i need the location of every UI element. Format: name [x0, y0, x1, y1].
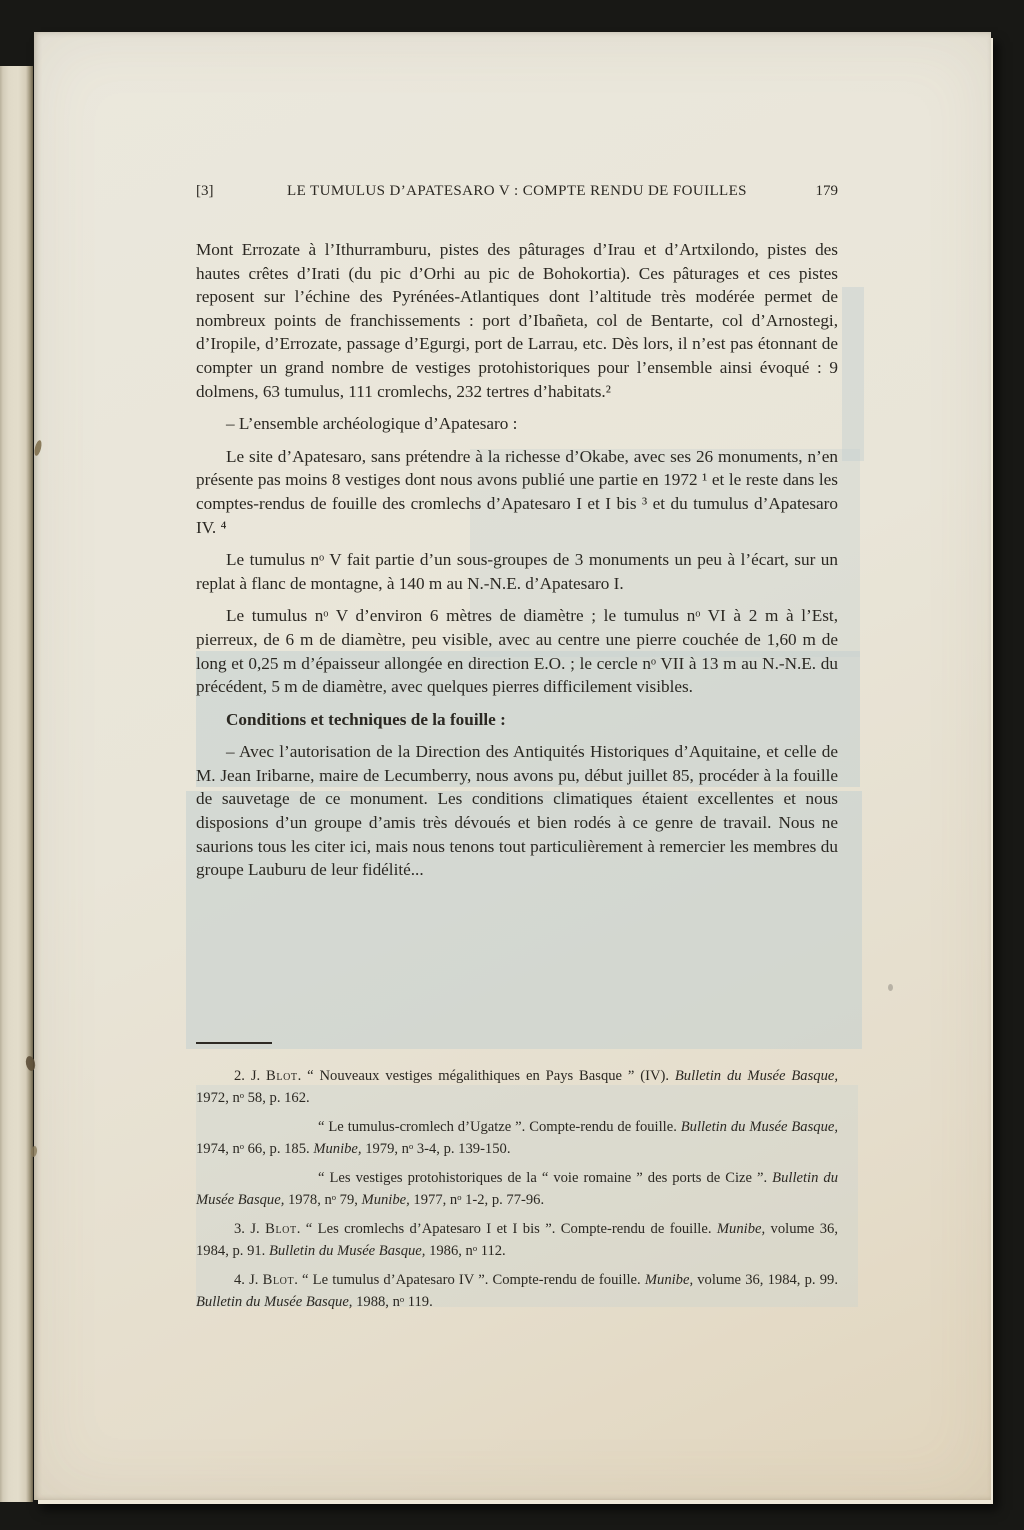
- section-heading: Conditions et techniques de la fouille :: [226, 709, 506, 729]
- footnote-text: “ Le tumulus-cromlech d’Ugatze ”. Compte-rendu de fouille.: [318, 1119, 681, 1135]
- ink-speckle: [888, 984, 893, 991]
- header-title: LE TUMULUS D’APATESARO V : COMPTE RENDU DE FOUILLES: [287, 183, 747, 199]
- footnote-text: 4. J.: [234, 1272, 263, 1288]
- footnote-text: 1972, nᵒ 58, p. 162.: [196, 1089, 310, 1106]
- journal-title: Bulletin du Musée Basque,: [196, 1293, 353, 1310]
- header-section-number: [3]: [196, 183, 214, 199]
- footnote-text: 1986, nᵒ 112.: [425, 1242, 506, 1259]
- footnote: [196, 1270, 838, 1313]
- footnote-text: 2. J.: [234, 1068, 267, 1084]
- journal-title: Munibe,: [644, 1272, 694, 1288]
- footnote-text: . “ Le tumulus d’Apatesaro IV ”. Compte-rendu de fouille.: [294, 1272, 645, 1288]
- footnote: [196, 1219, 838, 1262]
- paragraph: – Avec l’autorisation de la Direction des Antiquités Historiques d’Aquitaine, et celle de M. Jean Iribarne, maire de Lecumberry, nous avons pu, début juillet 85, procéder à la fouille de sauvetage de ce monument. Les conditions climatiques étaient excellentes et nous disposions d’un groupe d’amis très dévoués et bien rodés à ce genre de travail. Nous ne saurions tous les citer ici, mais nous tenons tout particulièrement à remercier les membres du groupe Lauburu de leur fidélité...: [196, 742, 838, 880]
- footnote-text: 1977, nᵒ 1-2, p. 77-96.: [409, 1191, 545, 1208]
- footnote-text: 1978, nᵒ 79,: [284, 1191, 362, 1208]
- author-name: Blot: [262, 1272, 295, 1288]
- book-page: [34, 32, 991, 1500]
- paragraph: Le site d’Apatesaro, sans prétendre à la richesse d’Okabe, avec ses 26 monuments, n’en présente pas moins 8 vestiges dont nous avons publié une partie en 1972 ¹ et le reste dans les comptes-rendus de fouille des cromlechs d’Apatesaro I et I bis ³ et du tumulus d’Apatesaro IV. ⁴: [196, 446, 838, 537]
- footnote-text: 1974, nᵒ 66, p. 185.: [196, 1140, 314, 1157]
- journal-title: Bulletin du Musée Basque,: [680, 1119, 838, 1135]
- footnote-text: volume 36, 1984, p. 91.: [196, 1221, 838, 1259]
- footnote-separator: [196, 1042, 272, 1044]
- footnote: [196, 1066, 838, 1109]
- footnote-text: “ Les vestiges protohistoriques de la “ voie romaine ” des ports de Cize ”.: [318, 1170, 773, 1186]
- footnote-text: 1988, nᵒ 119.: [352, 1293, 433, 1310]
- footnote: [196, 1117, 838, 1160]
- paragraph: – L’ensemble archéologique d’Apatesaro :: [226, 414, 518, 434]
- author-name: Blot: [265, 1221, 297, 1237]
- footnote-text: 1979, nᵒ 3-4, p. 139-150.: [361, 1140, 511, 1157]
- running-header: [196, 183, 838, 200]
- journal-title: Bulletin du Musée Basque,: [674, 1068, 838, 1084]
- paragraph: Le tumulus nᵒ V fait partie d’un sous-groupes de 3 monuments un peu à l’écart, sur un replat à flanc de montagne, à 140 m au N.-N.E. d’Apatesaro I.: [196, 550, 838, 593]
- footnote: [196, 1168, 838, 1211]
- journal-title: Bulletin du Musée Basque,: [196, 1170, 838, 1208]
- paragraph: Mont Errozate à l’Ithurramburu, pistes des pâturages d’Irau et d’Artxilondo, pistes des hautes crêtes d’Irati (du pic d’Orhi au pic de Bohokortia). Ces pâturages et ces pistes reposent sur l’échine des Pyrénées-Atlantiques dont l’altitude très modérée permet de nombreux points de franchissements : port d’Ibañeta, col de Bentarte, col d’Arnostegi, d’Iropile, d’Errozate, passage d’Egurgi, port de Larrau, etc. Dès lors, il n’est pas étonnant de compter un grand nombre de vestiges protohistoriques pour l’ensemble ainsi évoqué : 9 dolmens, 63 tumulus, 111 cromlechs, 232 tertres d’habitats.²: [196, 240, 838, 401]
- book-page-edges: [0, 66, 33, 1502]
- paragraph: Le tumulus nᵒ V d’environ 6 mètres de diamètre ; le tumulus nᵒ VI à 2 m à l’Est, pierreux, de 6 m de diamètre, peu visible, avec au centre une pierre couchée de 1,60 m de long et 0,25 m d’épaisseur allongée en direction E.O. ; le cercle nᵒ VII à 13 m au N.-N.E. du précédent, 5 m de diamètre, avec quelques pierres difficilement visibles.: [196, 606, 838, 697]
- journal-title: Munibe,: [361, 1191, 410, 1208]
- page-showthrough: [842, 287, 864, 461]
- footnote-text: . “ Les cromlechs d’Apatesaro I et I bis ”. Compte-rendu de fouille.: [296, 1221, 717, 1237]
- journal-title: Munibe,: [716, 1221, 766, 1237]
- footnotes: [196, 1066, 838, 1321]
- footnote-text: . “ Nouveaux vestiges mégalithiques en Pays Basque ” (IV).: [297, 1068, 675, 1084]
- journal-title: Bulletin du Musée Basque,: [268, 1242, 426, 1259]
- article-body: [196, 238, 838, 891]
- author-name: Blot: [266, 1068, 298, 1084]
- footnote-text: volume 36, 1984, p. 99.: [693, 1272, 838, 1288]
- header-page-number: 179: [815, 183, 838, 199]
- footnote-text: 3. J.: [234, 1221, 266, 1237]
- journal-title: Munibe,: [313, 1140, 362, 1157]
